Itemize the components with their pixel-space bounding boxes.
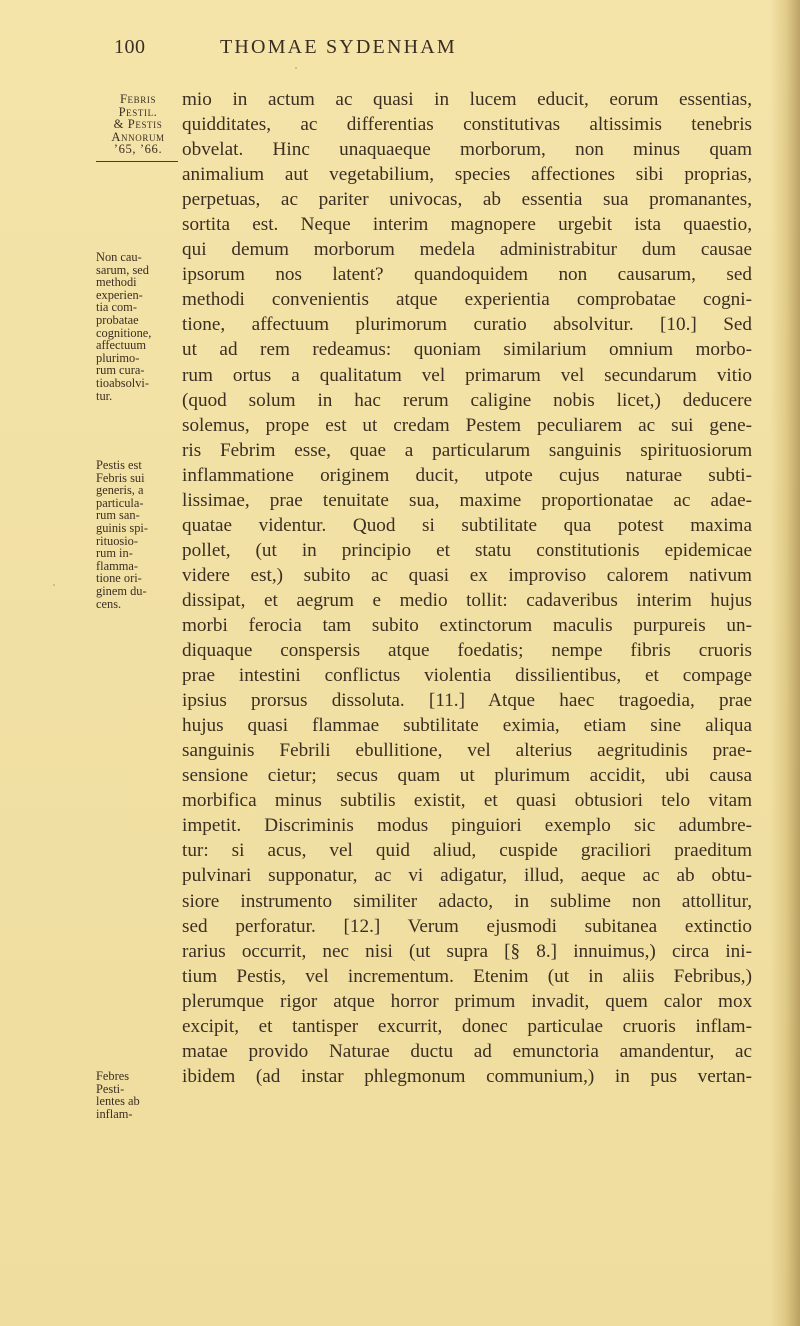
margin-note-line: tioabsolvi- [96, 375, 149, 390]
text-line: pollet, (ut in principio et statu constitutionis epidemicae [182, 539, 752, 561]
margin-note-line: affectuum [96, 338, 146, 353]
margin-note-line: rituosio- [96, 533, 138, 548]
margin-note-line: Non cau- [96, 250, 142, 264]
margin-note-line: guinis spi- [96, 520, 148, 535]
text-line: solemus, prope est ut credam Pestem peculiarem ac sui gene- [182, 414, 752, 436]
margin-note-line: rum in- [96, 546, 133, 561]
text-line: sed perforatur. [12.] Verum ejusmodi subitanea extinctio [182, 915, 752, 937]
text-line: methodi convenientis atque experientia comprobatae cogni- [182, 289, 752, 311]
margin-note-line: Annorum [111, 129, 165, 144]
running-title: THOMAE SYDENHAM [220, 36, 457, 58]
text-line: tur: si acus, vel quid aliud, cuspide graciliori praeditum [182, 840, 752, 862]
margin-note-line: ginem du- [96, 583, 147, 598]
text-line: hujus quasi flammae subtilitate eximia, etiam sine aliqua [182, 715, 752, 737]
text-line: siore instrumento similiter adacto, in sublime non attollitur, [182, 890, 752, 912]
text-line: diquaque conspersis atque foedatis; nempe fibris cruoris [182, 640, 752, 662]
text-line: inflammatione originem ducit, utpote cujus naturae subti- [182, 464, 752, 486]
text-line: excipit, et tantisper excurrit, donec particulae cruoris inflam- [182, 1015, 752, 1037]
body-text [182, 87, 752, 1089]
text-line: plerumque rigor atque horror primum invadit, quem calor mox [182, 990, 753, 1012]
margin-note-line: inflam- [96, 1106, 133, 1121]
text-line: lissimae, prae tenuitate sua, maxime proportionatae ac adae- [182, 489, 752, 511]
margin-note-2 [96, 459, 176, 610]
text-line: videre est,) subito ac quasi ex improviso calorem nativum [182, 564, 752, 586]
text-line: qui demum morborum medela administrabitur dum causae [182, 239, 752, 261]
text-line: prae intestini conflictus violentia dissilientibus, et compage [182, 665, 752, 687]
margin-note-line: cognitione, [96, 325, 152, 340]
page-header [0, 36, 800, 66]
margin-note-line: sarum, sed [96, 262, 149, 277]
margin-note-line: Febris sui [96, 470, 145, 485]
text-line: perpetuas, ac pariter univocas, ab essentia sua promanantes, [182, 189, 752, 211]
text-line: sortita est. Neque interim magnopere urgebit ista quaestio, [182, 214, 752, 236]
margin-note-line: rum cura- [96, 363, 145, 378]
margin-note-line: probatae [96, 312, 139, 327]
text-line: sensione cietur; secus quam ut plurimum accidit, ubi causa [182, 765, 752, 787]
margin-note-line: tur. [96, 388, 113, 403]
margin-note-line: tione ori- [96, 571, 142, 586]
margin-note-line: tia com- [96, 300, 137, 315]
text-line: mio in actum ac quasi in lucem educit, eorum essentias, [182, 89, 752, 110]
text-line: matae provido Naturae ductu ad emunctoria amandentur, ac [182, 1040, 752, 1062]
margin-note-line: generis, a [96, 483, 144, 498]
text-line: pulvinari supponatur, ac vi adigatur, illud, aeque ac ab obtu- [182, 865, 752, 887]
margin-note-line: Pestis est [96, 458, 142, 472]
margin-note-line: plurimo- [96, 350, 140, 365]
text-line: rarius occurrit, nec nisi (ut supra [§ 8.] innuimus,) circa ini- [182, 940, 752, 962]
margin-note-line: flamma- [96, 558, 138, 573]
margin-note-line: ’65, ’66. [113, 142, 163, 157]
text-line: quidditates, ac differentias constitutivas altissimis tenebris [182, 114, 752, 136]
paper-speck [53, 584, 55, 586]
page-number: 100 [114, 36, 146, 58]
text-line: impetit. Discriminis modus pinguiori exemplo sic adumbre- [182, 815, 752, 837]
margin-note-line: cens. [96, 596, 122, 611]
text-line: ibidem (ad instar phlegmonum communium,) in pus vertan- [182, 1065, 752, 1087]
text-line: rum ortus a qualitatum vel primarum vel secundarum vitio [182, 364, 752, 386]
margin-note-line: rum san- [96, 508, 140, 523]
margin-note-rule [96, 161, 178, 162]
text-line: quatae videntur. Quod si subtilitate qua potest maxima [182, 514, 752, 536]
text-line: sanguinis Febrili ebullitione, vel alterius aegritudinis prae- [182, 740, 752, 762]
margin-note-line: Febris [119, 92, 157, 106]
text-line: tione, affectuum plurimorum curatio absolvitur. [10.] Sed [182, 314, 752, 336]
margin-note-line: experien- [96, 287, 143, 302]
text-line: ut ad rem redeamus: quoniam similarium omnium morbo- [182, 339, 752, 361]
paper-speck [295, 67, 297, 69]
margin-note-3 [96, 1070, 176, 1120]
margin-note-1 [96, 251, 176, 402]
text-line: tium Pestis, vel incrementum. Etenim (ut in aliis Febribus,) [182, 965, 752, 987]
text-line: dissipat, et aegrum e medio tollit: cadaveribus interim hujus [182, 589, 752, 611]
margin-note-line: & Pestis [113, 117, 163, 132]
margin-note-line: Pesti- [96, 1081, 125, 1096]
margin-note-line: methodi [96, 275, 137, 290]
text-line: morbifica minus subtilis existit, et quasi obtusiori telo vitam [182, 790, 753, 812]
text-line: (quod solum in hac rerum caligine nobis licet,) deducere [182, 389, 752, 411]
text-line: obvelat. Hinc unaquaeque morborum, non minus quam [182, 139, 752, 161]
paper-speck [640, 500, 642, 502]
margin-note-line: Febres [96, 1069, 130, 1083]
text-line: morbi ferocia tam subito extinctorum maculis purpureis un- [182, 614, 752, 636]
margin-note-line: Pestil. [118, 104, 158, 119]
text-line: ris Febrim esse, quae a particularum sanguinis spirituosiorum [182, 439, 753, 461]
margin-note-heading [96, 93, 180, 156]
text-line: ipsorum nos latent? quandoquidem non causarum, sed [182, 264, 752, 286]
text-line: ipsius prorsus dissoluta. [11.] Atque haec tragoedia, prae [182, 690, 752, 712]
margin-note-line: lentes ab [96, 1094, 140, 1109]
text-line: animalium aut vegetabilium, species affectiones sibi proprias, [182, 164, 752, 186]
margin-note-line: particula- [96, 495, 144, 510]
